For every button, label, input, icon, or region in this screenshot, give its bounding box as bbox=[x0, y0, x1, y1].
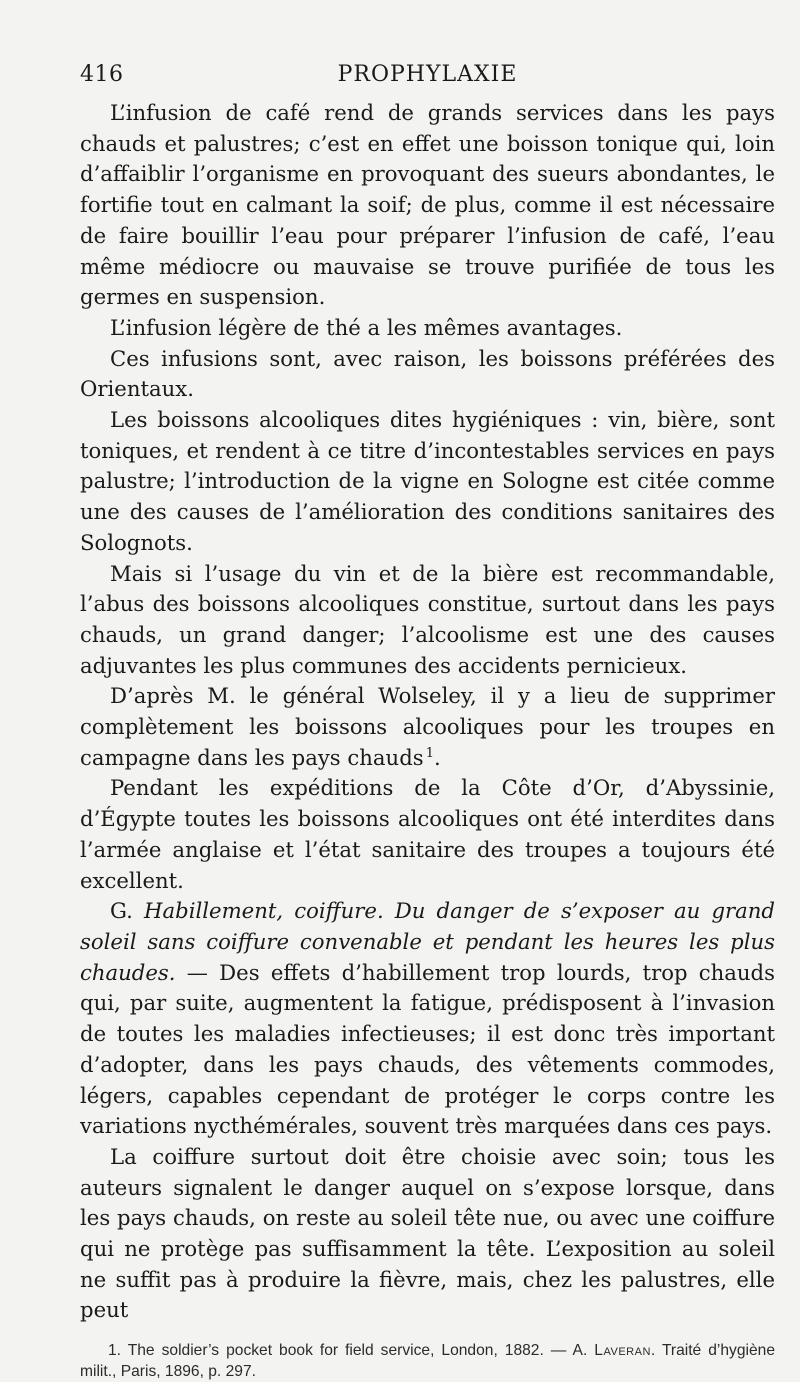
footnote-text-before: 1. The soldier’s pocket book for field service, London, 1882. — A. bbox=[108, 1342, 588, 1360]
wolseley-end: . bbox=[434, 744, 441, 770]
paragraph-headwear: La coiffure surtout doit être choisie avec soin; tous les auteurs signalent le danger auquel on s’expose lorsque, dans les pays chauds, on reste au soleil tête nue, ou avec une coiffure qui ne protège pas suffisamment la tête. L’exposition au soleil ne suffit pas à produire la fièvre, mais, chez les palustres, elle peut bbox=[80, 1143, 775, 1323]
paragraph-wolseley bbox=[80, 681, 775, 773]
footnote-text-after: . Traité d’hygiène milit., Paris, 1896, p. 297. bbox=[80, 1342, 775, 1381]
wolseley-text: D’après M. le général Wolseley, il y a lieu de supprimer complètement les boissons alcooliques pour les troupes en campagne dans les pays chauds bbox=[80, 683, 775, 770]
section-letter: G. bbox=[110, 898, 133, 924]
body-text bbox=[80, 98, 775, 1326]
page-number: 416 bbox=[80, 62, 124, 87]
paragraph-expeditions: Pendant les expéditions de la Côte d’Or, d’Abyssinie, d’Égypte toutes les boissons alcooliques ont été interdites dans l’armée anglaise et l’état sanitaire des troupes a toujours été excellent. bbox=[80, 775, 775, 893]
paragraph-alcohol-abuse: Mais si l’usage du vin et de la bière est recommandable, l’abus des boissons alcooliques constitue, surtout dans les pays chauds, un grand danger; l’alcoolisme est une des causes adjuvantes les plus communes des accidents pernicieux. bbox=[80, 560, 775, 678]
footnote-reference: 1 bbox=[425, 745, 435, 761]
footnote-1 bbox=[80, 1340, 775, 1382]
running-title: PROPHYLAXIE bbox=[337, 62, 518, 87]
paragraph-infusions: Ces infusions sont, avec raison, les boissons préférées des Orientaux. bbox=[80, 345, 775, 402]
paragraph-alcoholic-drinks: Les boissons alcooliques dites hygiéniques : vin, bière, sont toniques, et rendent à ce titre d’incontestables services en pays palustre; l’introduction de la vigne en Sologne est citée comme une des causes de l’amélioration des conditions sanitaires des Solognots. bbox=[80, 407, 775, 555]
paragraph-coffee: L’infusion de café rend de grands services dans les pays chauds et palustres; c’est en effet une boisson tonique qui, loin d’affaiblir l’organisme en provoquant des sueurs abondantes, le fortifie tout en calmant la soif; de plus, comme il est nécessaire de faire bouillir l’eau pour préparer l’infusion de café, l’eau même médiocre ou mauvaise se trouve purifiée de tous les germes en suspension. bbox=[80, 100, 775, 310]
paragraph-tea: L’infusion légère de thé a les mêmes avantages. bbox=[110, 314, 623, 340]
running-head bbox=[80, 62, 775, 96]
page bbox=[80, 62, 775, 1382]
section-title: Habillement, coiffure. Du danger de s’exposer au grand soleil sans coiffure convenable et pendant les heures les plus chaudes. bbox=[80, 898, 775, 985]
footnotes bbox=[80, 1340, 775, 1382]
section-text: — Des effets d’habillement trop lourds, trop chauds qui, par suite, augmentent la fatigue, prédisposent à l’invasion de toutes les maladies infectieuses; il est donc très important d’adopter, dans les pays chauds, des vêtements commodes, légers, capables cependant de protéger le corps contre les variations nycthémérales, souvent très marquées dans ces pays. bbox=[80, 959, 775, 1139]
section-g bbox=[80, 896, 775, 1142]
footnote-author: Laveran bbox=[594, 1342, 651, 1360]
